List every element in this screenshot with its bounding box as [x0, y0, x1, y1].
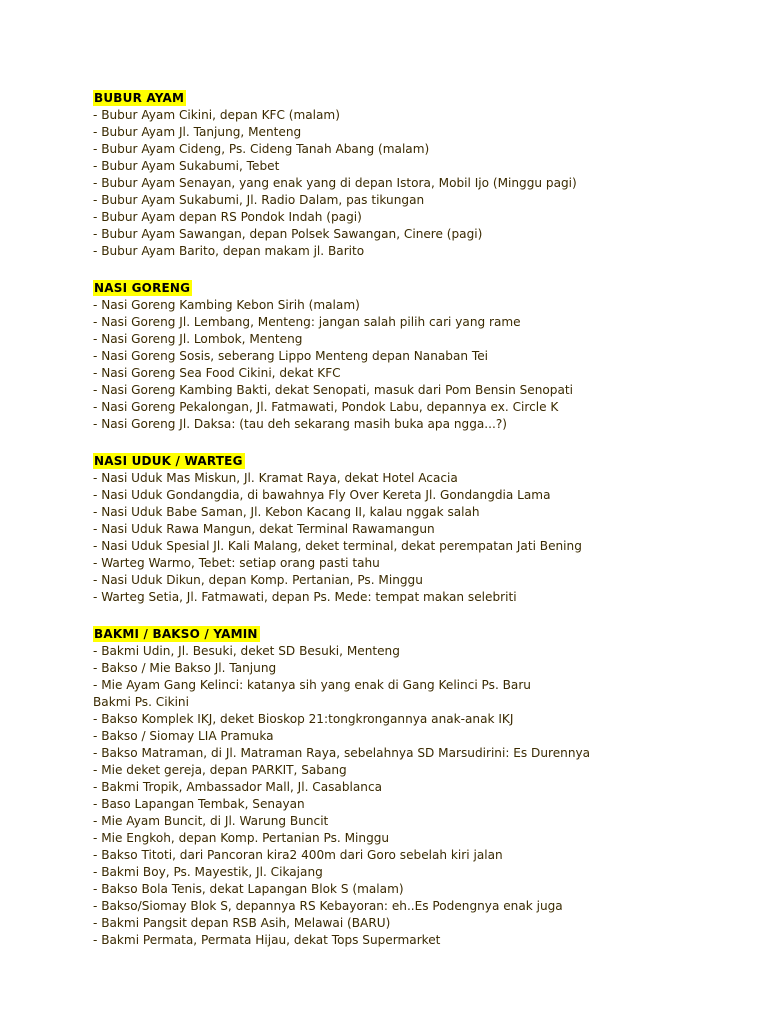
section-heading: BUBUR AYAM: [94, 91, 185, 105]
list-item: - Bakmi Boy, Ps. Mayestik, Jl. Cikajang: [93, 865, 323, 879]
list-item: - Mie Ayam Buncit, di Jl. Warung Buncit: [93, 814, 329, 828]
list-item: - Bakso Titoti, dari Pancoran kira2 400m dari Goro sebelah kiri jalan: [93, 848, 503, 862]
list-item: Bakmi Ps. Cikini: [93, 695, 189, 709]
list-item: - Bakso Komplek IKJ, deket Bioskop 21:tongkrongannya anak-anak IKJ: [93, 712, 514, 726]
list-item: - Nasi Goreng Kambing Bakti, dekat Senopati, masuk dari Pom Bensin Senopati: [93, 383, 573, 397]
list-item: - Nasi Goreng Jl. Daksa: (tau deh sekarang masih buka apa ngga...?): [93, 417, 507, 431]
item-list: [93, 643, 753, 949]
list-item: - Bakso Bola Tenis, dekat Lapangan Blok S (malam): [93, 882, 404, 896]
list-item: - Bubur Ayam Cideng, Ps. Cideng Tanah Abang (malam): [93, 142, 430, 156]
section-heading: NASI UDUK / WARTEG: [94, 454, 243, 468]
list-item: - Nasi Goreng Jl. Lombok, Menteng: [93, 332, 303, 346]
list-item: - Bubur Ayam Sukabumi, Tebet: [93, 159, 280, 173]
list-item: - Nasi Uduk Mas Miskun, Jl. Kramat Raya, dekat Hotel Acacia: [93, 471, 458, 485]
list-item: - Nasi Goreng Pekalongan, Jl. Fatmawati, Pondok Labu, depannya ex. Circle K: [93, 400, 559, 414]
list-item: - Nasi Uduk Spesial Jl. Kali Malang, deket terminal, dekat perempatan Jati Bening: [93, 539, 582, 553]
list-item: - Nasi Goreng Kambing Kebon Sirih (malam): [93, 298, 360, 312]
list-item: - Warteg Warmo, Tebet: setiap orang pasti tahu: [93, 556, 380, 570]
list-item: - Bubur Ayam Barito, depan makam jl. Barito: [93, 244, 365, 258]
list-item: - Bubur Ayam Senayan, yang enak yang di depan Istora, Mobil Ijo (Minggu pagi): [93, 176, 577, 190]
list-item: - Nasi Uduk Dikun, depan Komp. Pertanian, Ps. Minggu: [93, 573, 423, 587]
list-item: - Nasi Uduk Rawa Mangun, dekat Terminal Rawamangun: [93, 522, 435, 536]
section-nasi-uduk-warteg: [93, 450, 753, 606]
item-list: [93, 297, 753, 433]
list-item: - Bakso / Siomay LIA Pramuka: [93, 729, 274, 743]
list-item: - Nasi Goreng Jl. Lembang, Menteng: jangan salah pilih cari yang rame: [93, 315, 521, 329]
list-item: - Bakmi Tropik, Ambassador Mall, Jl. Casablanca: [93, 780, 383, 794]
list-item: - Bubur Ayam depan RS Pondok Indah (pagi): [93, 210, 362, 224]
list-item: - Bubur Ayam Jl. Tanjung, Menteng: [93, 125, 302, 139]
list-item: - Bakmi Pangsit depan RSB Asih, Melawai (BARU): [93, 916, 391, 930]
list-item: - Mie deket gereja, depan PARKIT, Sabang: [93, 763, 347, 777]
list-item: - Bakso Matraman, di Jl. Matraman Raya, sebelahnya SD Marsudirini: Es Durennya: [93, 746, 591, 760]
section-nasi-goreng: [93, 277, 753, 433]
section-heading: NASI GORENG: [94, 281, 191, 295]
item-list: [93, 470, 753, 606]
item-list: [93, 107, 753, 260]
list-item: - Nasi Goreng Sea Food Cikini, dekat KFC: [93, 366, 341, 380]
document-page: [93, 87, 753, 966]
list-item: - Mie Engkoh, depan Komp. Pertanian Ps. Minggu: [93, 831, 390, 845]
list-item: - Bakso/Siomay Blok S, depannya RS Kebayoran: eh..Es Podengnya enak juga: [93, 899, 563, 913]
list-item: - Bubur Ayam Sukabumi, Jl. Radio Dalam, pas tikungan: [93, 193, 425, 207]
list-item: - Nasi Goreng Sosis, seberang Lippo Menteng depan Nanaban Tei: [93, 349, 489, 363]
list-item: - Bubur Ayam Sawangan, depan Polsek Sawangan, Cinere (pagi): [93, 227, 483, 241]
section-bakmi-bakso-yamin: [93, 623, 753, 949]
section-bubur-ayam: [93, 87, 753, 260]
section-heading: BAKMI / BAKSO / YAMIN: [94, 627, 258, 641]
list-item: - Nasi Uduk Gondangdia, di bawahnya Fly Over Kereta Jl. Gondangdia Lama: [93, 488, 551, 502]
list-item: - Baso Lapangan Tembak, Senayan: [93, 797, 305, 811]
list-item: - Bakmi Permata, Permata Hijau, dekat Tops Supermarket: [93, 933, 441, 947]
list-item: - Bubur Ayam Cikini, depan KFC (malam): [93, 108, 340, 122]
list-item: - Warteg Setia, Jl. Fatmawati, depan Ps. Mede: tempat makan selebriti: [93, 590, 517, 604]
list-item: - Nasi Uduk Babe Saman, Jl. Kebon Kacang II, kalau nggak salah: [93, 505, 480, 519]
list-item: - Bakso / Mie Bakso Jl. Tanjung: [93, 661, 277, 675]
list-item: - Bakmi Udin, Jl. Besuki, deket SD Besuki, Menteng: [93, 644, 400, 658]
list-item: - Mie Ayam Gang Kelinci: katanya sih yang enak di Gang Kelinci Ps. Baru: [93, 678, 531, 692]
